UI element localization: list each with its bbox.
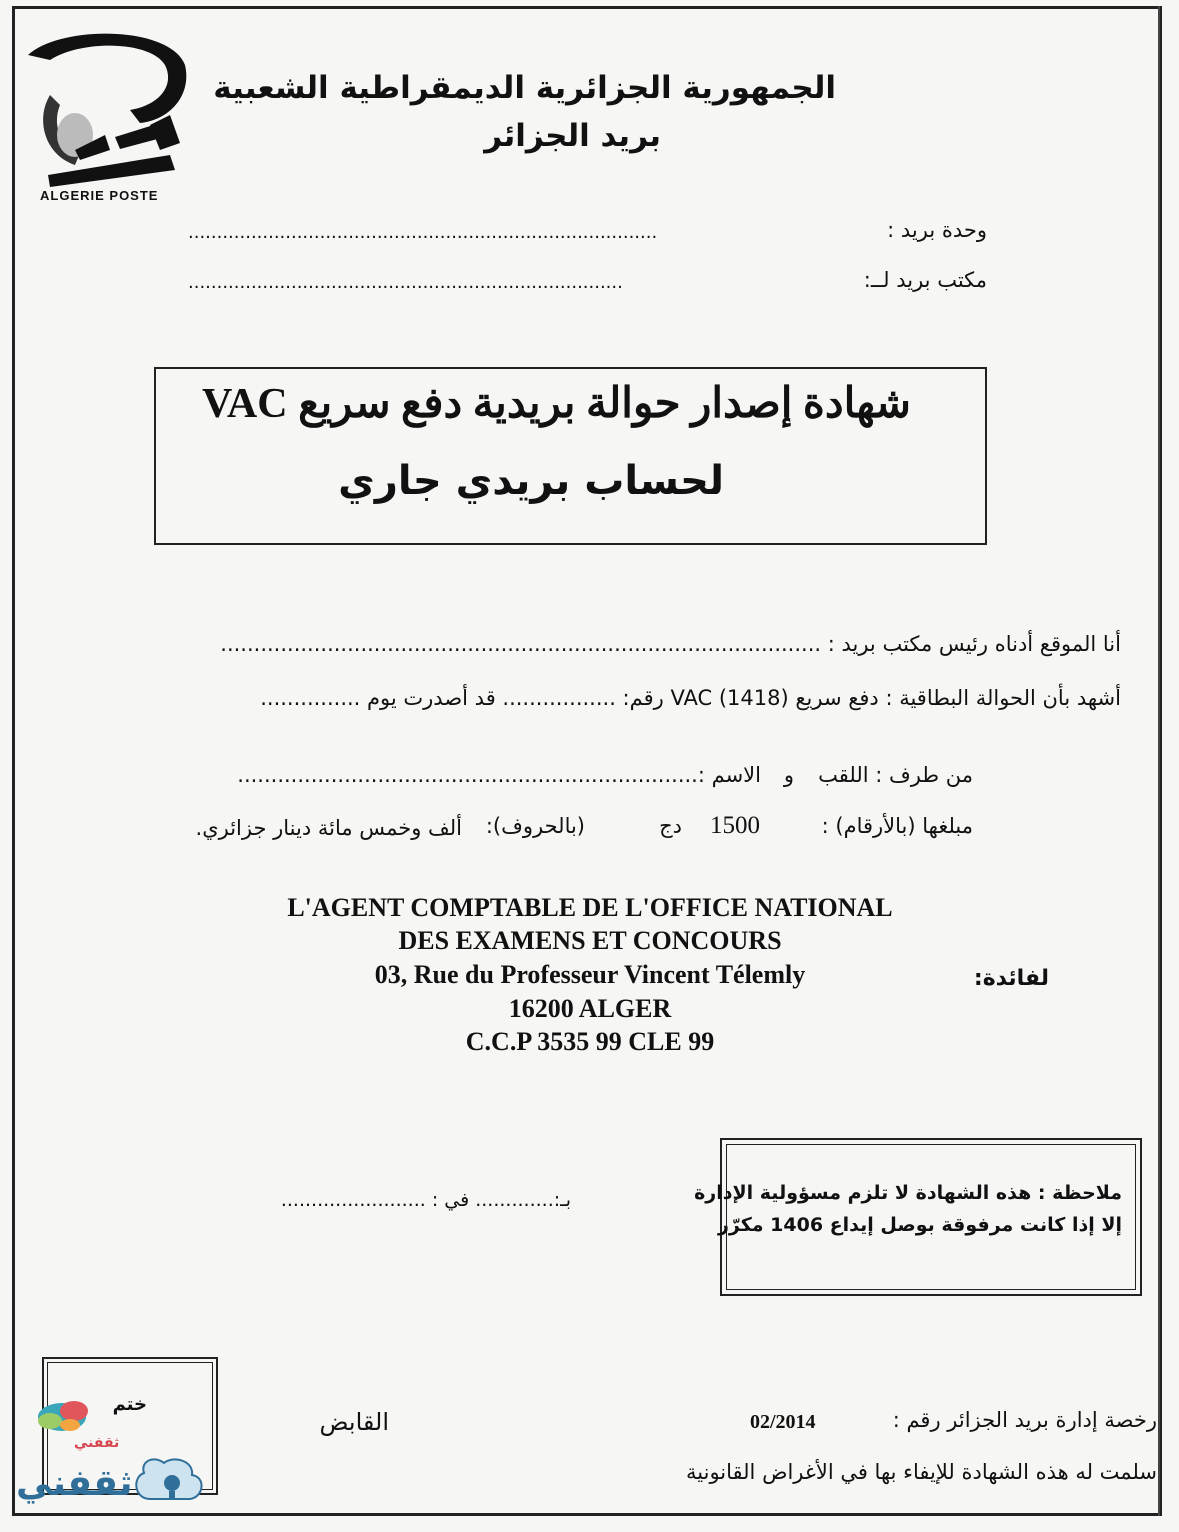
by-name: الاسم :..................................................................... (237, 763, 761, 787)
unit-value: .................................................................................. (188, 222, 658, 243)
note-line1: ملاحظة : هذه الشهادة لا تلزم مسؤولية الإدارة (694, 1182, 1122, 1204)
logo-text: ALGERIE POSTE (40, 188, 159, 203)
brain-icon (38, 1401, 88, 1431)
stamp-label: ختم (112, 1394, 147, 1415)
signer-line: أنا الموقع أدناه رئيس مكتب بريد : .......................................................................................... (220, 632, 1121, 656)
certificate-subtitle: لحساب بريدي جاري (338, 458, 724, 504)
place-date: بـ:............. في : ........................ (280, 1189, 571, 1211)
lightbulb-icon (136, 1459, 201, 1499)
note-line2: إلا إذا كانت مرفوقة بوصل إيداع 1406 مكرّر (717, 1214, 1122, 1236)
by-and: و (783, 763, 794, 787)
page-border-edge (1158, 6, 1168, 1516)
cashier-label: القابض (319, 1408, 389, 1436)
beneficiary-line1: L'AGENT COMPTABLE DE L'OFFICE NATIONAL (287, 893, 893, 922)
license-number: 02/2014 (750, 1411, 816, 1433)
office-label: مكتب بريد لــ: (863, 268, 987, 292)
watermark-large-text: ثقفني (16, 1463, 133, 1504)
beneficiary-label: لفائدة: (973, 966, 1049, 991)
license-label: رخصة إدارة بريد الجزائر رقم : (892, 1408, 1157, 1432)
watermark-small-text: ثقفني (74, 1435, 120, 1451)
beneficiary-line4: 16200 ALGER (508, 994, 672, 1023)
amount-label: مبلغها (بالأرقام) : (821, 814, 973, 838)
beneficiary-line2: DES EXAMENS ET CONCOURS (398, 926, 782, 955)
certificate-title: شهادة إصدار حوالة بريدية دفع سريع VAC (202, 381, 911, 427)
unit-label: وحدة بريد : (887, 218, 987, 242)
amount-number: 1500 (710, 812, 760, 839)
by-label: من طرف : اللقب (818, 763, 973, 787)
watermark (14, 1395, 214, 1525)
amount-words-label: (بالحروف): (485, 814, 585, 838)
amount-words: ألف وخمس مائة دينار جزائري. (195, 816, 462, 840)
certify-line: أشهد بأن الحوالة البطاقية : دفع سريع VAC (1418) رقم: ................. قد أصدرت يوم ............... (260, 686, 1121, 710)
republic-heading: الجمهورية الجزائرية الديمقراطية الشعبية (213, 70, 836, 106)
delivered-statement: سلمت له هذه الشهادة للإيفاء بها في الأغراض القانونية (686, 1460, 1157, 1484)
beneficiary-line5: C.C.P 3535 99 CLE 99 (465, 1027, 715, 1056)
post-heading: بريد الجزائر (484, 118, 661, 154)
office-value: ............................................................................ (188, 272, 623, 293)
algerie-poste-logo (20, 25, 190, 210)
beneficiary-line3: 03, Rue du Professeur Vincent Télemly (374, 960, 806, 989)
amount-currency: دج (659, 814, 682, 838)
